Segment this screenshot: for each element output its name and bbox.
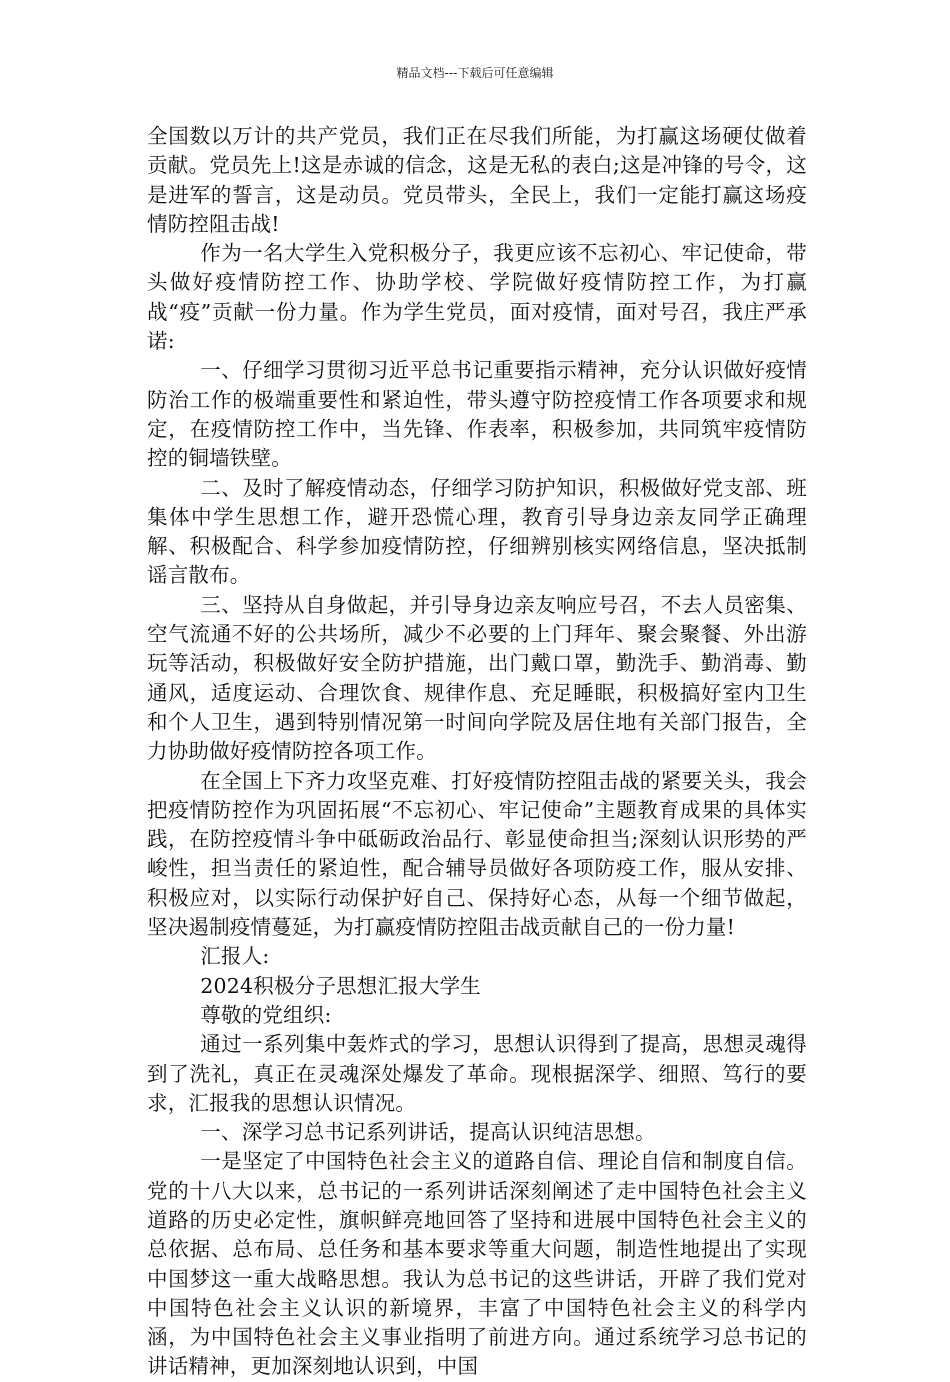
paragraph: 二、及时了解疫情动态，仔细学习防护知识，积极做好党支部、班集体中学生思想工作，避开恐慌心理，教育引导身边亲友同学正确理解、积极配合、科学参加疫情防控，仔细辨别核实网络信息，坚决抵制谣言散布。 — [147, 475, 807, 588]
paragraph: 一、深学习总书记系列讲话，提高认识纯洁思想。 — [200, 1120, 656, 1145]
paragraph: 一是坚定了中国特色社会主义的道路自信、理论自信和制度自信。党的十八大以来，总书记的一系列讲话深刻阐述了走中国特色社会主义道路的历史必定性，旗帜鲜亮地回答了坚持和进展中国特色社会主义的总依据、总布局、总任务和基本要求等重大问题，制造性地提出了实现中国梦这一重大战略思想。我认为总书记的这些讲话，开辟了我们党对中国特色社会主义认识的新境界，丰富了中国特色社会主义的科学内涵，为中国特色社会主义事业指明了前进方向。通过系统学习总书记的讲话精神，更加深刻地认识到，中国 — [147, 1149, 807, 1379]
paragraph: 全国数以万计的共产党员，我们正在尽我们所能，为打赢这场硬仗做着贡献。党员先上!这是赤诚的信念，这是无私的表白;这是冲锋的号令，这是进军的誓言，这是动员。党员带头，全民上，我们一定能打赢这场疫情防控阻击战! — [147, 124, 807, 236]
page-header: 精品文档---下载后可任意编辑 — [396, 66, 554, 80]
reporter-label: 汇报人: — [200, 944, 270, 969]
paragraph: 三、坚持从自身做起，并引导身边亲友响应号召，不去人员密集、空气流通不好的公共场所，减少不必要的上门拜年、聚会聚餐、外出游玩等活动，积极做好安全防护措施，出门戴口罩，勤洗手、勤消毒、勤通风，适度运动、合理饮食、规律作息、充足睡眠，积极搞好室内卫生和个人卫生，遇到特别情况第一时间向学院及居住地有关部门报告，全力协助做好疫情防控各项工作。 — [147, 592, 807, 764]
paragraph: 通过一系列集中轰炸式的学习，思想认识得到了提高，思想灵魂得到了洗礼，真正在灵魂深处爆发了革命。现根据深学、细照、笃行的要求，汇报我的思想认识情况。 — [147, 1032, 807, 1115]
document-body — [147, 122, 807, 1382]
paragraph: 在全国上下齐力攻坚克难、打好疫情防控阻击战的紧要关头，我会把疫情防控作为巩固拓展“不忘初心、牢记使命”主题教育成果的具体实践，在防控疫情斗争中砥砺政治品行、彰显使命担当;深刻认识形势的严峻性，担当责任的紧迫性，配合辅导员做好各项防疫工作，服从安排、积极应对，以实际行动保护好自己、保持好心态，从每一个细节做起，坚决遏制疫情蔓延，为打赢疫情防控阻击战贡献自己的一份力量! — [147, 768, 807, 940]
paragraph: 一、仔细学习贯彻习近平总书记重要指示精神，充分认识做好疫情防治工作的极端重要性和紧迫性，带头遵守防控疫情工作各项要求和规定，在疫情防控工作中，当先锋、作表率，积极参加，共同筑牢疫情防控的铜墙铁壁。 — [147, 358, 807, 471]
paragraph: 作为一名大学生入党积极分子，我更应该不忘初心、牢记使命，带头做好疫情防控工作、协助学校、学院做好疫情防控工作，为打赢战“疫”贡献一份力量。作为学生党员，面对疫情，面对号召，我庄严承诺: — [147, 241, 807, 354]
salutation: 尊敬的党组织: — [200, 1002, 332, 1027]
section-title: 2024积极分子思想汇报大学生 — [200, 973, 481, 998]
